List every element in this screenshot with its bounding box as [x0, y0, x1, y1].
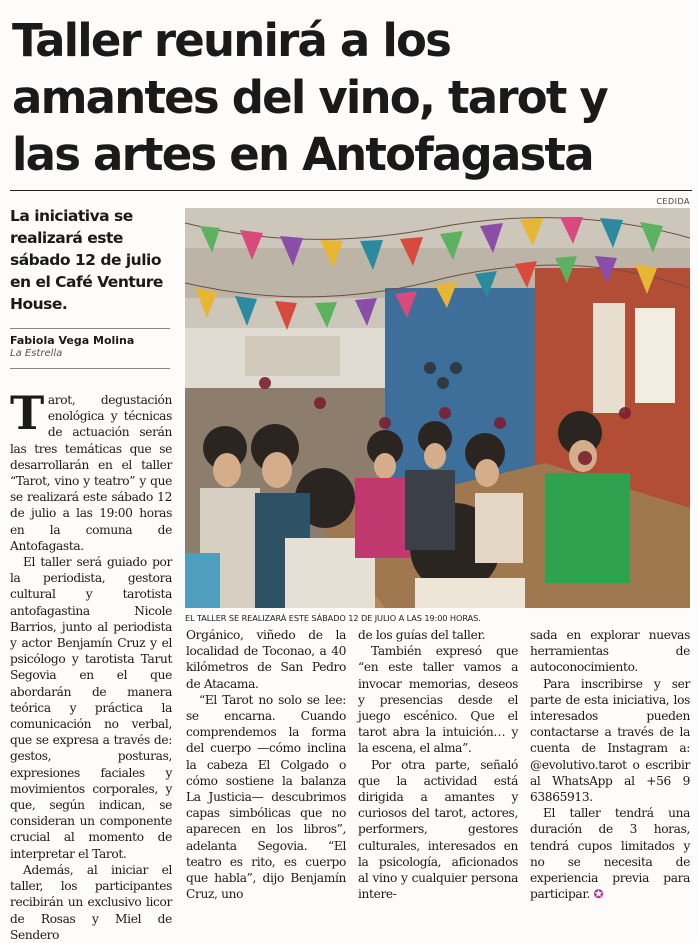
byline-outlet: La Estrella — [10, 348, 63, 359]
headline-rule — [10, 190, 692, 191]
photo-illustration — [185, 208, 690, 608]
article-column-3 — [358, 627, 518, 902]
paragraph: El taller será guiado por la periodista, gestora cultural y tarotista antofagastina Nicole Barrios, junto al periodista y actor Benjamín Cruz y el psicólogo y tarotista Tarut Segovia en el que abordarán de manera teórica y práctica la comunicación no verbal, que se expresa a través de: gestos, posturas, expresiones faciales y movimientos corporales, y que, según indican, se consideran un componente crucial al momento de interpretar el Tarot. — [10, 555, 172, 861]
paragraph: Por otra parte, señaló que la actividad está dirigida a amantes y curiosos del tarot, actores, performers, gestores culturales, interesados en la psicología, aficionados al vino y cualquier persona intere- — [358, 757, 518, 902]
paragraph: Orgánico, viñedo de la localidad de Toconao, a 40 kilómetros de San Pedro de Atacama. — [186, 628, 346, 691]
byline-author: Fabiola Vega Molina — [10, 334, 135, 347]
paragraph: “El Tarot no solo se lee: se encarna. Cuando comprendemos la forma del cuerpo —cómo inclina la cabeza El Colgado o cómo sostiene la balanza La Justicia— descubrimos capas simbólicas que no aparecen en los libros”, adelanta Segovia. “El teatro es rito, es cuerpo que habla”, dijo Benjamín Cruz, uno — [186, 692, 346, 902]
headline-line-1: Taller reunirá a los — [12, 14, 451, 67]
headline — [12, 12, 692, 183]
paragraph-text: arot, degustación enológica y técnicas de actuación serán las tres temáticas que se desarrollarán en el taller “Tarot, vino y teatro” y que se realizará este sábado 12 de julio a las 19:00 horas en la comuna de Antofagasta. — [10, 393, 172, 553]
article-photo — [185, 208, 690, 608]
paragraph — [10, 386, 172, 554]
photo-credit: CEDIDA — [656, 197, 690, 206]
headline-line-3: las artes en Antofagasta — [12, 128, 593, 181]
photo-caption: EL TALLER SE REALIZARÁ ESTE SÁBADO 12 DE JULIO A LAS 19:00 HORAS. — [185, 613, 481, 623]
article-column-1 — [10, 386, 172, 943]
paragraph: Además, al iniciar el taller, los participantes recibirán un exclusivo licor de Rosas y Miel de Sendero — [10, 862, 172, 942]
byline-rule-bottom — [10, 368, 170, 369]
paragraph: Para inscribirse y ser parte de esta iniciativa, los interesados pueden contactarse a través de la cuenta de Instagram a: @evolutivo.tarot o escribir al WhatsApp al +56 9 63865913. — [530, 676, 690, 805]
article-column-4 — [530, 627, 690, 902]
paragraph-text: El taller tendrá una duración de 3 horas, tendrá cupos limitados y no se necesita de experiencia previa para participar. — [530, 806, 690, 902]
paragraph: de los guías del taller. — [358, 628, 486, 642]
headline-line-2: amantes del vino, tarot y — [12, 71, 607, 124]
end-mark-icon: ✪ — [593, 887, 604, 902]
article-column-2 — [186, 627, 346, 902]
paragraph: sada en explorar nuevas herramientas de autoconocimiento. — [530, 628, 690, 675]
drop-cap: T — [10, 386, 44, 440]
subheadline: La iniciativa se realizará este sábado 12 de julio en el Café Venture House. — [10, 207, 163, 313]
paragraph: También expresó que “en este taller vamos a invocar memorias, deseos y presencias desde el juego escénico. Que el tarot abra la intuición… y la escena, el alma”. — [358, 644, 518, 756]
byline-rule — [10, 328, 170, 329]
paragraph — [530, 805, 690, 902]
